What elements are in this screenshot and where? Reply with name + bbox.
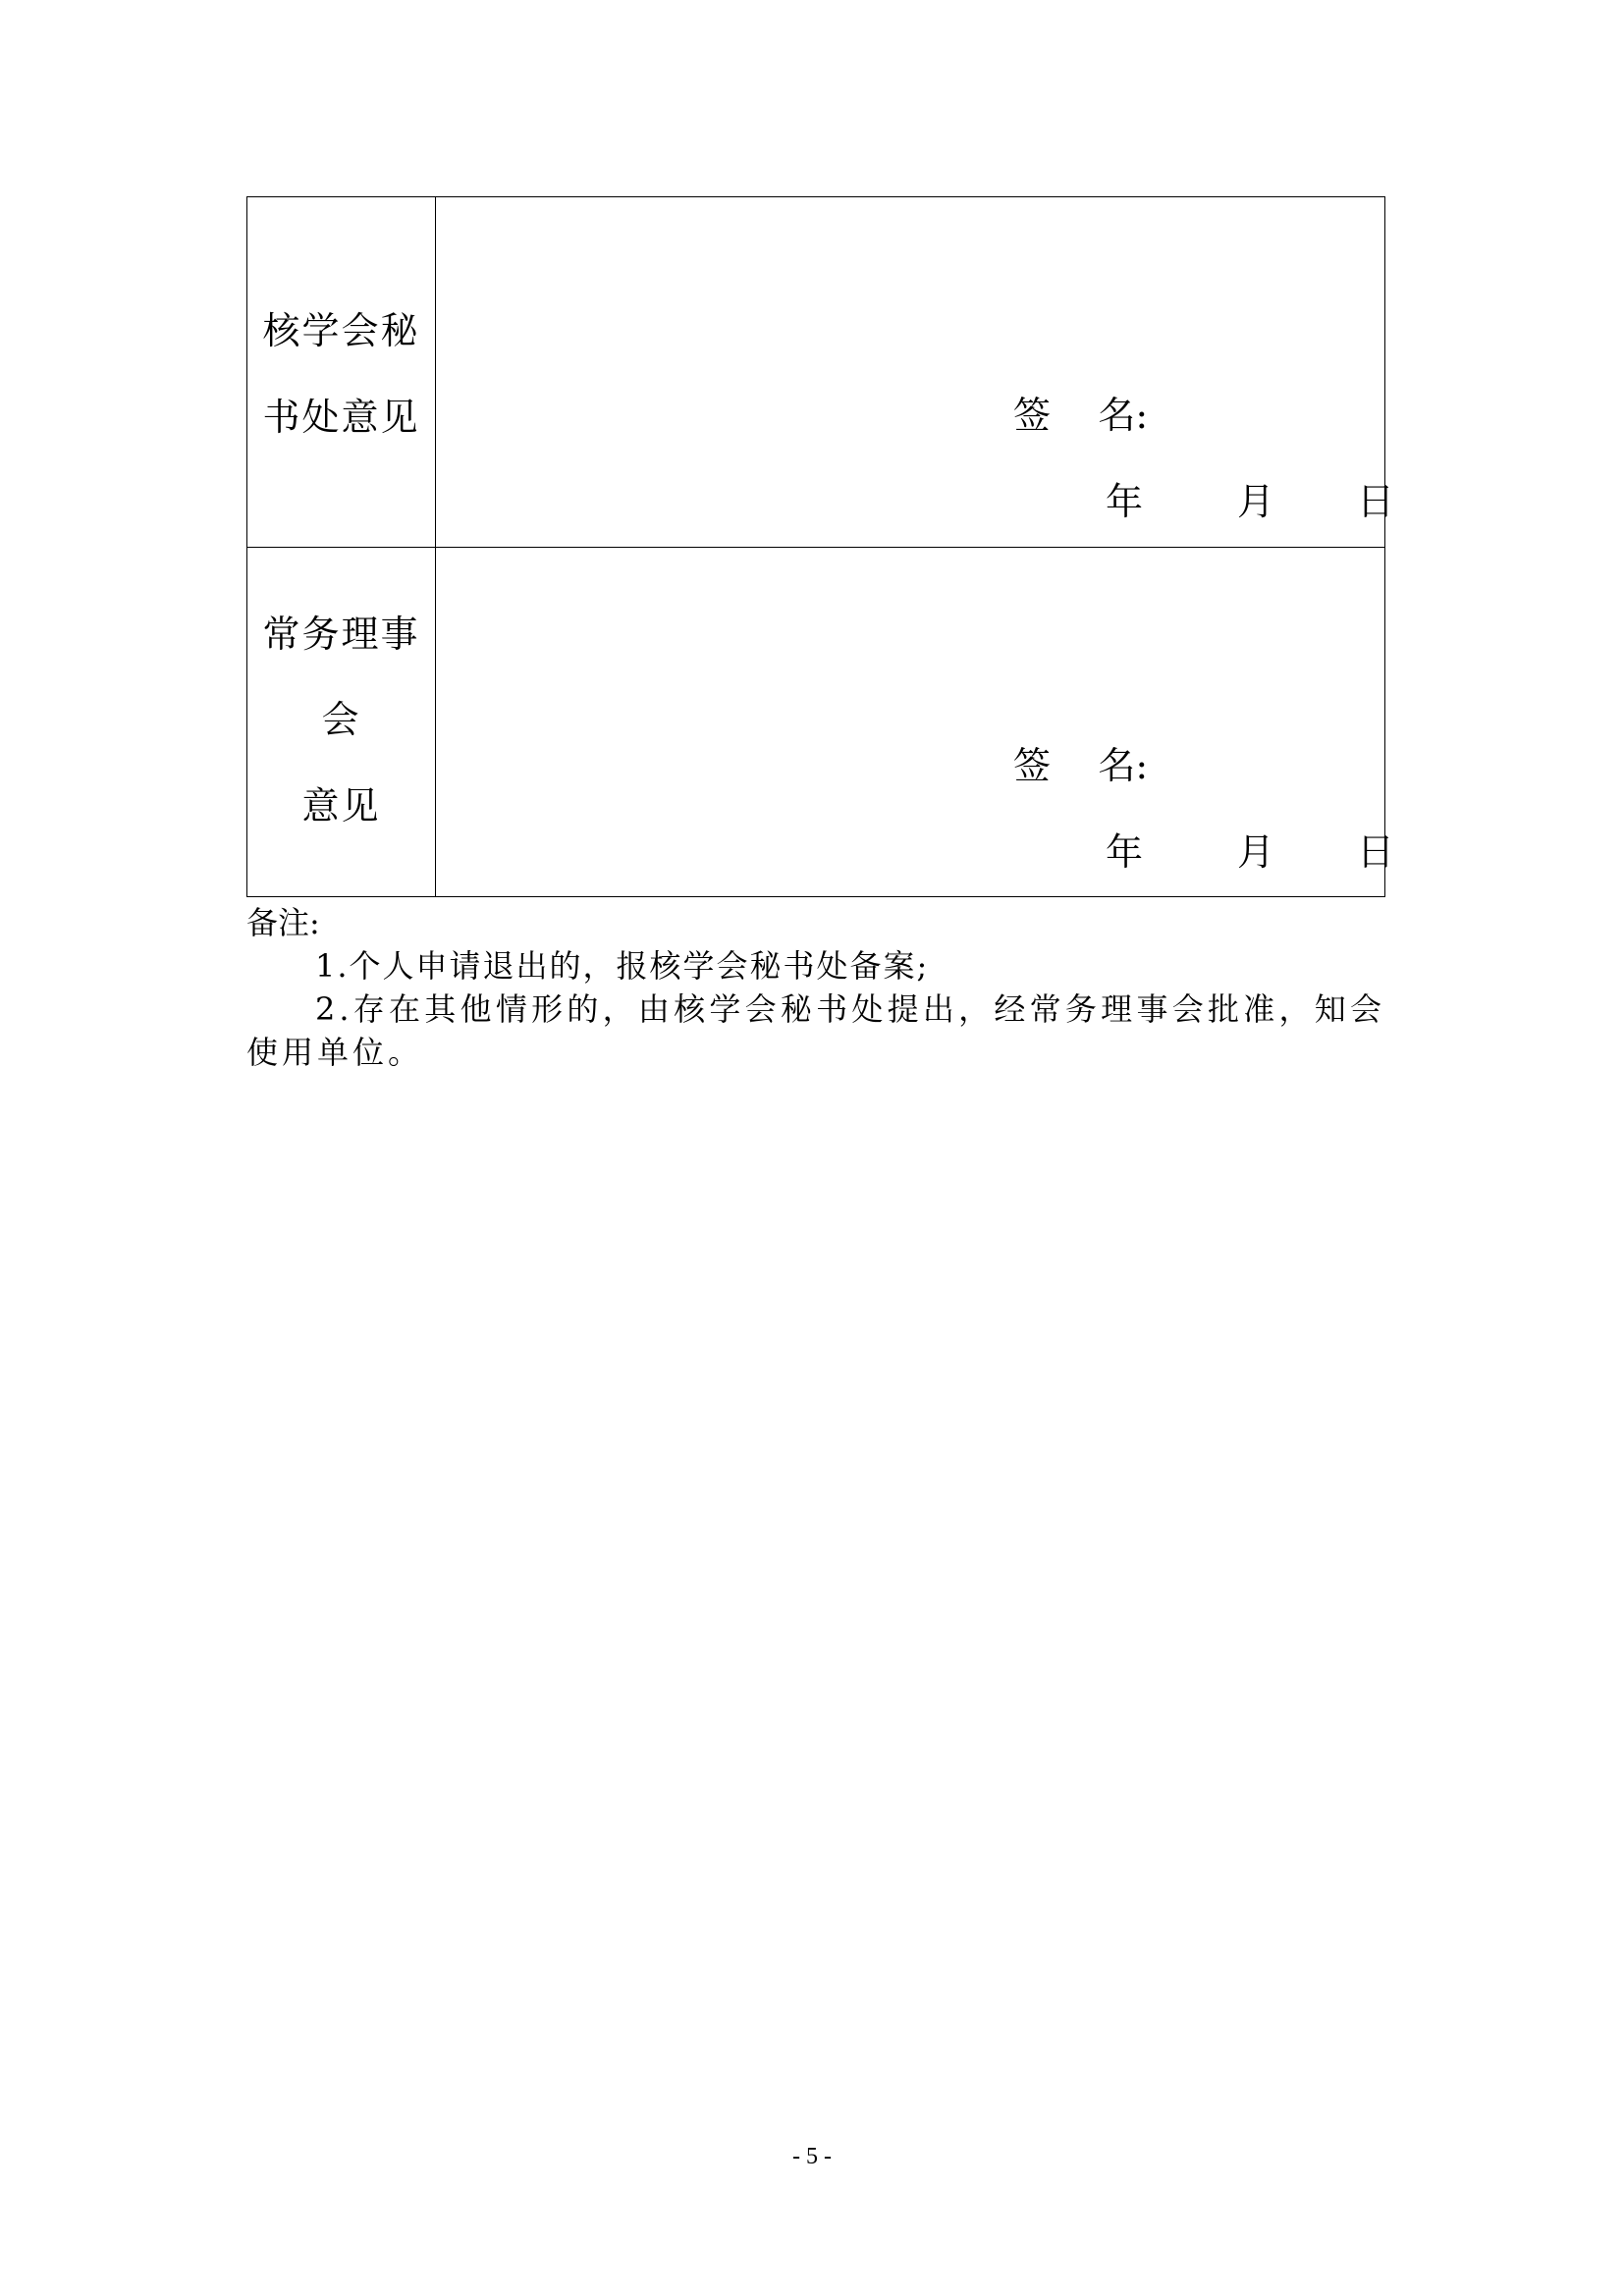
table-row — [247, 548, 1395, 896]
date-year-label: 年 — [1106, 830, 1144, 874]
label-cell — [247, 197, 436, 547]
note-item: 2.存在其他情形的，由核学会秘书处提出，经常务理事会批准，知会使用单位。 — [246, 990, 1385, 1071]
note-item: 1.个人申请退出的，报核学会秘书处备案; — [315, 947, 930, 985]
row-label-line: 会 — [321, 698, 361, 741]
signature-label: 签 名: — [1013, 744, 1149, 787]
date-day-label: 日 — [1357, 480, 1395, 523]
page-number: - 5 - — [792, 2144, 832, 2169]
label-cell — [247, 548, 436, 896]
date-year-label: 年 — [1106, 480, 1144, 523]
table-row — [247, 197, 1395, 548]
date-day-label: 日 — [1357, 830, 1395, 874]
opinion-content-cell — [436, 548, 1395, 896]
signature-label: 签 名: — [1013, 394, 1149, 437]
row-label-line: 常务理事 — [262, 613, 420, 656]
opinion-content-cell — [436, 197, 1395, 547]
date-month-label: 月 — [1237, 480, 1275, 523]
date-month-label: 月 — [1237, 830, 1275, 874]
row-label-line: 核学会秘 — [262, 309, 420, 352]
approval-form-table — [246, 196, 1395, 897]
row-label-line: 书处意见 — [262, 396, 420, 439]
row-label-line: 意见 — [301, 784, 381, 828]
notes-title: 备注: — [246, 904, 320, 941]
